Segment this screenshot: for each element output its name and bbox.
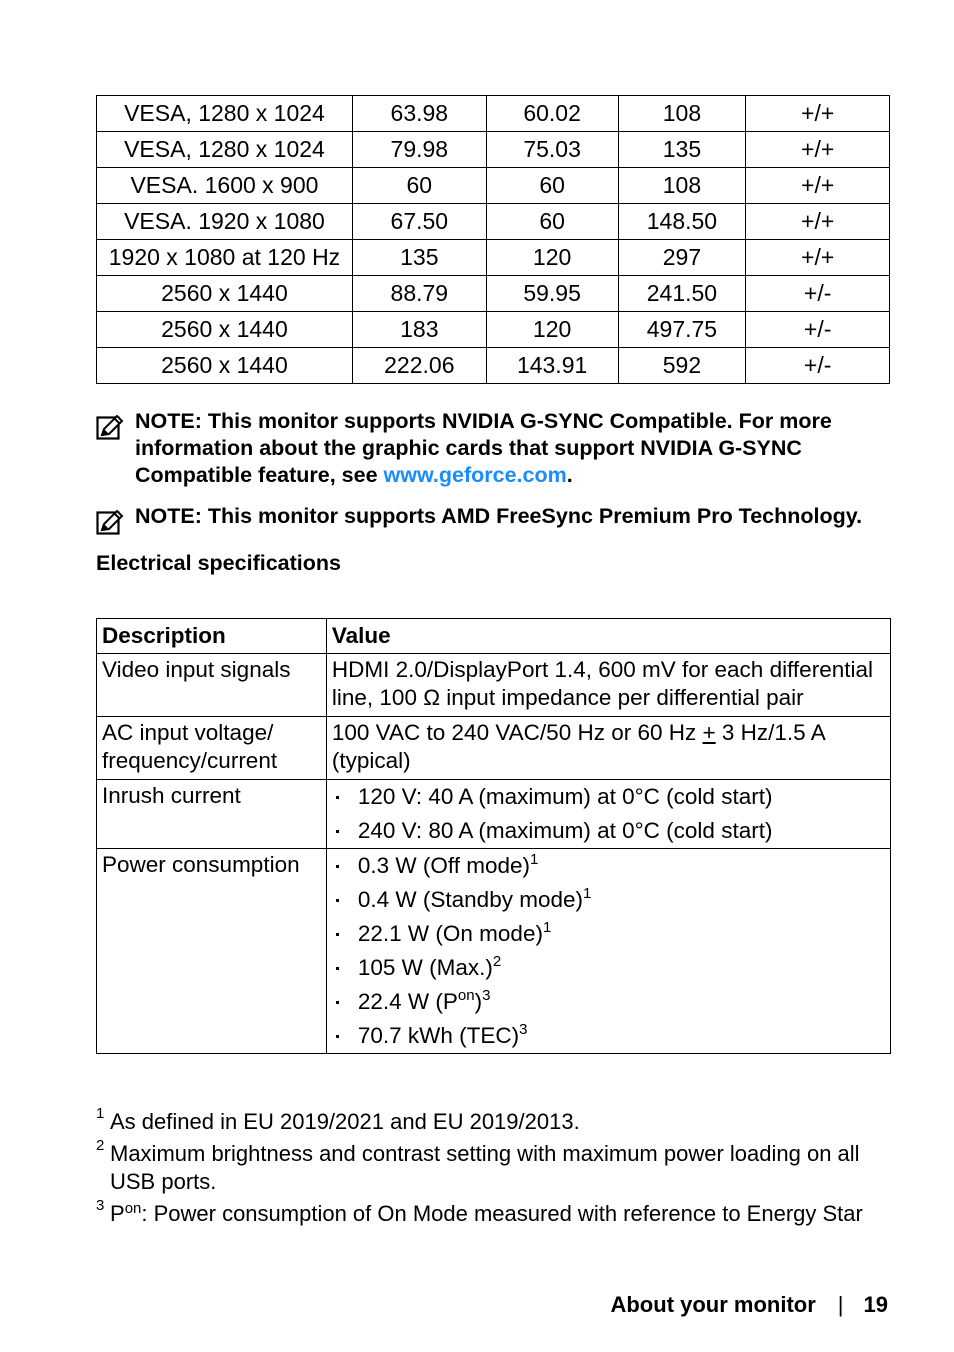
table-row — [97, 312, 890, 348]
list-item: 0.4 W (Standby mode)$^1$ — [332, 883, 885, 917]
table-cell: 2560 x 1440 — [97, 312, 353, 348]
table-cell: +/+ — [746, 132, 890, 168]
table-cell: 108 — [618, 168, 746, 204]
table-cell: 59.95 — [486, 276, 618, 312]
table-cell: 63.98 — [352, 96, 486, 132]
footnote — [96, 1105, 896, 1136]
note-gsync — [96, 408, 876, 489]
list-item: 120 V: 40 A (maximum) at 0°C (cold start) — [332, 780, 885, 814]
table-cell: +/- — [746, 312, 890, 348]
note-text: NOTE: This monitor supports AMD FreeSync Premium Pro Technology. — [135, 504, 863, 528]
table-cell: 60 — [352, 168, 486, 204]
table-cell: 222.06 — [352, 348, 486, 384]
bullet-list — [332, 849, 885, 1053]
page-footer — [610, 1292, 888, 1318]
list-item: 240 V: 80 A (maximum) at 0°C (cold start) — [332, 814, 885, 848]
plus-minus-sign: + — [702, 720, 716, 745]
footnote-number: 1 — [96, 1105, 105, 1122]
row-value — [326, 849, 890, 1054]
table-row — [97, 717, 891, 780]
table-cell: 60 — [486, 204, 618, 240]
table-row — [97, 849, 891, 1054]
note-text: NOTE: This monitor supports NVIDIA G-SYNC Compatible. For more information about the graphic cards that support NVIDIA G-SYNC Compatible feature, see www.geforce.com. — [135, 409, 832, 487]
table-cell: VESA, 1280 x 1024 — [97, 96, 353, 132]
table-row — [97, 132, 890, 168]
footnote-number: 2 — [96, 1137, 105, 1154]
table-row — [97, 348, 890, 384]
page-number: 19 — [863, 1292, 888, 1317]
list-item: 22.4 W $(P^{on})^3$ — [332, 985, 885, 1019]
table-cell: +/+ — [746, 96, 890, 132]
note-pencil-icon — [96, 414, 124, 442]
table-cell: VESA. 1920 x 1080 — [97, 204, 353, 240]
bullet-list — [332, 780, 885, 848]
table-cell: 60 — [486, 168, 618, 204]
table-cell: 88.79 — [352, 276, 486, 312]
table-cell: 1920 x 1080 at 120 Hz — [97, 240, 353, 276]
list-item: 22.1 W (On mode)$^1$ — [332, 917, 885, 951]
timing-table — [96, 95, 890, 384]
table-cell: 143.91 — [486, 348, 618, 384]
column-header-value: Value — [326, 619, 890, 654]
footer-separator: | — [837, 1292, 844, 1317]
list-item: 0.3 W (Off mode)$^1$ — [332, 849, 885, 883]
table-header-row — [97, 619, 891, 654]
footnote-text: $P^{on}$: Power consumption of On Mode measured with reference to Energy Star — [110, 1200, 863, 1226]
row-label: Video input signals — [97, 654, 327, 717]
footnote — [96, 1197, 896, 1228]
table-cell: 79.98 — [352, 132, 486, 168]
table-cell: VESA, 1280 x 1024 — [97, 132, 353, 168]
table-row — [97, 780, 891, 849]
table-cell: 135 — [618, 132, 746, 168]
row-label: Power consumption — [97, 849, 327, 1054]
table-cell: 120 — [486, 312, 618, 348]
table-row — [97, 168, 890, 204]
table-cell: +/- — [746, 276, 890, 312]
footnotes — [96, 1105, 896, 1232]
table-cell: 148.50 — [618, 204, 746, 240]
list-item: 70.7 kWh (TEC)$^3$ — [332, 1019, 885, 1053]
table-row — [97, 240, 890, 276]
note-freesync — [96, 503, 876, 530]
footnote-number: 3 — [96, 1197, 105, 1214]
table-row — [97, 654, 891, 717]
table-cell: 120 — [486, 240, 618, 276]
table-cell: VESA. 1600 x 900 — [97, 168, 353, 204]
table-cell: 75.03 — [486, 132, 618, 168]
table-cell: 2560 x 1440 — [97, 348, 353, 384]
table-cell: 2560 x 1440 — [97, 276, 353, 312]
table-cell: 241.50 — [618, 276, 746, 312]
row-label: AC input voltage/ frequency/current — [97, 717, 327, 780]
table-cell: +/+ — [746, 240, 890, 276]
table-cell: 183 — [352, 312, 486, 348]
footnote — [96, 1137, 896, 1196]
table-row — [97, 276, 890, 312]
note-pencil-icon — [96, 509, 124, 537]
row-value — [326, 780, 890, 849]
table-cell: 135 — [352, 240, 486, 276]
footer-section-title: About your monitor — [610, 1292, 816, 1317]
table-row — [97, 96, 890, 132]
table-cell: 67.50 — [352, 204, 486, 240]
table-cell: 297 — [618, 240, 746, 276]
table-cell: +/- — [746, 348, 890, 384]
footnote-text: Maximum brightness and contrast setting with maximum power loading on all USB ports. — [110, 1141, 860, 1194]
column-header-description: Description — [97, 619, 327, 654]
electrical-spec-table — [96, 618, 891, 1054]
geforce-link[interactable]: www.geforce.com — [383, 463, 567, 487]
table-cell: +/+ — [746, 204, 890, 240]
table-row — [97, 204, 890, 240]
table-cell: +/+ — [746, 168, 890, 204]
section-title: Electrical specifications — [96, 551, 341, 575]
table-cell: 497.75 — [618, 312, 746, 348]
row-label: Inrush current — [97, 780, 327, 849]
table-cell: 592 — [618, 348, 746, 384]
footnote-text: As defined in EU 2019/2021 and EU 2019/2013. — [110, 1109, 580, 1134]
row-value: HDMI 2.0/DisplayPort 1.4, 600 mV for each differential line, 100 Ω input impedance per differential pair — [326, 654, 890, 717]
table-cell: 60.02 — [486, 96, 618, 132]
row-value: 100 VAC to 240 VAC/50 Hz or 60 Hz + 3 Hz/1.5 A (typical) — [326, 717, 890, 780]
list-item: 105 W $(Max.)^2$ — [332, 951, 885, 985]
table-cell: 108 — [618, 96, 746, 132]
